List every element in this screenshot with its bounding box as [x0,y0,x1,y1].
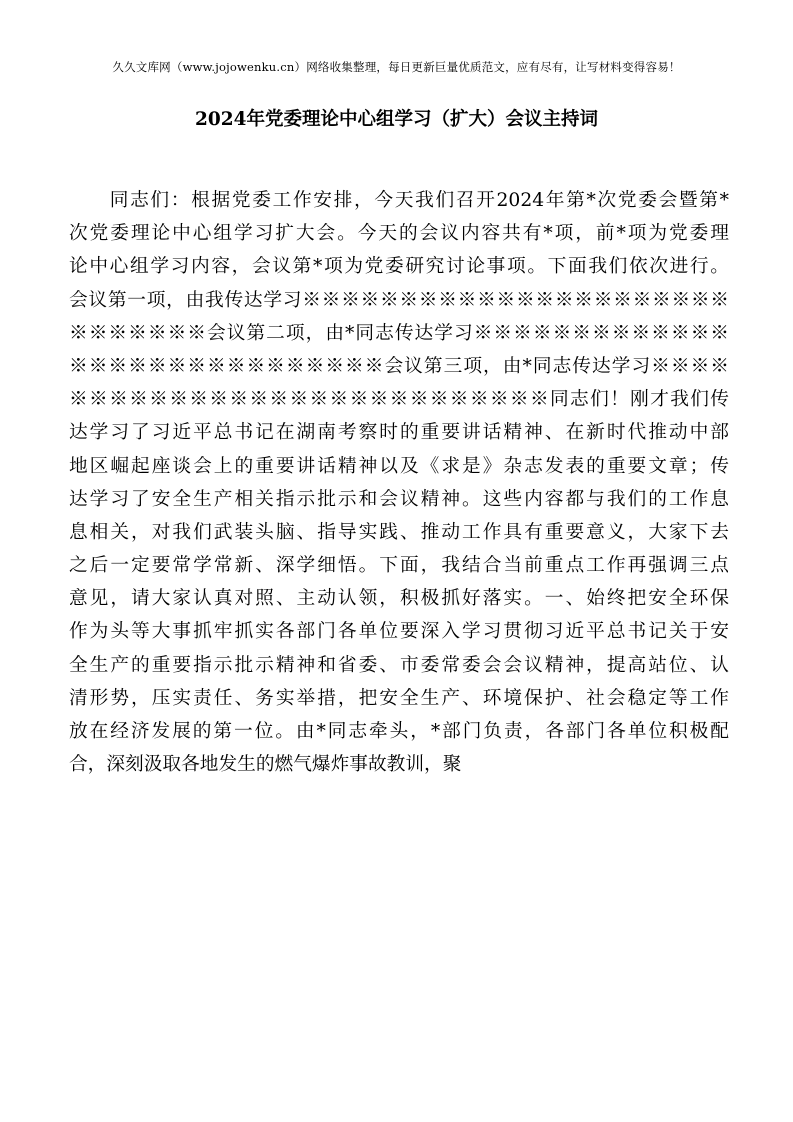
body-line: 地区崛起座谈会上的重要讲话精神以及《求是》杂志发表的重要文章；传 [69,455,729,477]
body-line: 之后一定要常学常新、深学细悟。下面，我结合当前重点工作再强调三点 [69,555,729,577]
body-line: 息相关，对我们武装头脑、指导实践、推动工作具有重要意义，大家下去 [69,521,729,543]
body-line: 合，深刻汲取各地发生的燃气爆炸事故教训，聚 [69,754,462,776]
body-line: 次党委理论中心组学习扩大会。今天的会议内容共有*项，前*项为党委理 [69,223,729,245]
body-line: 达学习了安全生产相关指示批示和会议精神。这些内容都与我们的工作息 [69,488,729,510]
body-line: 清形势，压实责任、务实举措，把安全生产、环境保护、社会稳定等工作 [69,687,729,709]
body-line: 放在经济发展的第一位。由*同志牵头，*部门负责，各部门各单位积极配 [69,721,729,742]
body-line: 达学习了习近平总书记在湖南考察时的重要讲话精神、在新时代推动中部 [69,422,729,444]
body-line: 全生产的重要指示批示精神和省委、市委常委会会议精神，提高站位、认 [69,654,729,676]
body-line: ※※※※※※※※※※※※※※※※※※※※※※※※同志们！刚才我们传 [69,389,729,411]
body-line: ※※※※※※※会议第二项，由*同志传达学习※※※※※※※※※※※※※ [69,322,729,344]
body-line: 意见，请大家认真对照、主动认领，积极抓好落实。一、始终把安全环保 [69,588,729,610]
body-line: 会议第一项，由我传达学习※※※※※※※※※※※※※※※※※※※※※※ [69,289,729,311]
document-body [69,184,729,781]
body-line: 同志们：根据党委工作安排，今天我们召开2024年第*次党委会暨第* [69,190,729,211]
document-title: 2024年党委理论中心组学习（扩大）会议主持词 [195,109,598,130]
header-note: 久久文库网（www.jojowenku.cn）网络收集整理，每日更新巨量优质范文，应有尽有，让写材料变得容易！ [112,60,681,74]
body-line: 论中心组学习内容，会议第*项为党委研究讨论事项。下面我们依次进行。 [69,256,729,278]
body-line: 作为头等大事抓牢抓实各部门各单位要深入学习贯彻习近平总书记关于安 [69,621,729,643]
body-line: ※※※※※※※※※※※※※※※※会议第三项，由*同志传达学习※※※※ [69,355,729,377]
